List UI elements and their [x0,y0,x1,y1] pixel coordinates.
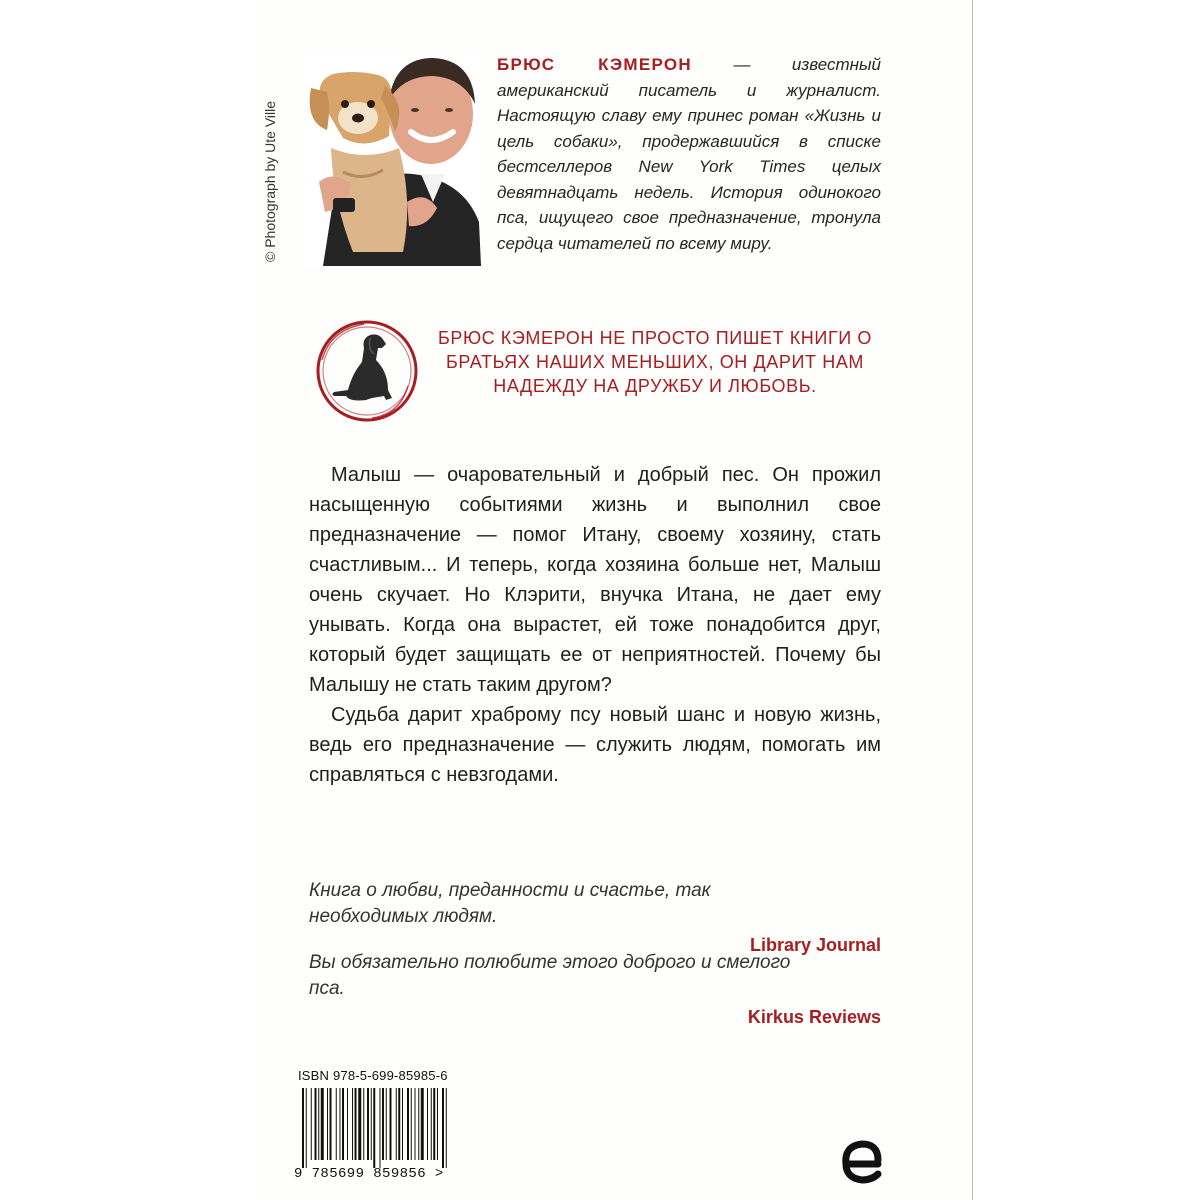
author-photo [303,52,481,266]
barcode-bar [411,1088,412,1160]
barcode-bar [446,1088,447,1168]
barcode-bar [367,1088,369,1160]
barcode-bar [390,1088,392,1160]
quote-text: Вы обязательно полюбите этого доброго и смелого пса. [309,952,791,999]
barcode-bar [371,1088,372,1160]
barcode-bar [321,1088,324,1160]
barcode-bar [347,1088,348,1160]
barcode-bar [363,1088,364,1160]
barcode-bar [302,1088,304,1168]
barcode-bar [427,1088,428,1160]
blurb-paragraph-1: Малыш — очаровательный и добрый пес. Он прожил насыщенную событиями жизнь и выполнил свое предназначение — помог Итану, своему хозяину, стать счастливым... И теперь, когда хозяина больше нет, Малыш очень скучает. Но Клэрити, внучка Итана, не дает ему унывать. Когда она вырастет, ей тоже понадобится друг, который будет защищать ее от неприятностей. Почему бы Малышу не стать таким другом? [309,464,881,696]
barcode-bar [311,1088,312,1160]
blurb-paragraph-2: Судьба дарит храброму псу новый шанс и новую жизнь, ведь его предназначение — служить людям, помогать им справляться с невзгодами. [309,704,881,786]
barcode-bars [294,1088,504,1168]
quote-source: Library Journal [749,935,881,955]
review-quote [309,950,881,1030]
barcode-bar [382,1088,384,1160]
barcode-bar [402,1088,403,1160]
barcode-bar [398,1088,400,1160]
barcode-bar [358,1088,361,1160]
publisher-e-logo [838,1138,884,1186]
tagline: БРЮС КЭМЕРОН НЕ ПРОСТО ПИШЕТ КНИГИ О БРАТЬЯХ НАШИХ МЕНЬШИХ, ОН ДАРИТ НАМ НАДЕЖДУ НА ДРУЖБУ И ЛЮБОВЬ. [437,328,873,396]
barcode-bar [342,1088,344,1160]
barcode-bar [327,1088,328,1160]
barcode-bar [352,1088,353,1160]
barcode-bar [442,1088,444,1168]
quote-text: Книга о любви, преданности и счастье, так необходимых людям. [309,880,711,927]
barcode-bar [415,1088,416,1160]
barcode-bar [373,1088,375,1168]
book-blurb [309,460,881,790]
barcode-bar [421,1088,424,1160]
author-bio [497,52,881,256]
isbn-label: ISBN 978-5-699-85985-6 [298,1068,448,1083]
sitting-dog-icon [312,316,422,426]
barcode-bar [306,1088,307,1168]
barcode-bar [396,1088,397,1160]
barcode-bar [431,1088,432,1160]
barcode-bar [437,1088,438,1160]
barcode-bar [418,1088,419,1160]
barcode-bar [355,1088,357,1160]
review-quote [309,878,881,958]
author-name: БРЮС КЭМЕРОН [497,55,692,74]
barcode-bar [318,1088,319,1160]
barcode-bar [407,1088,409,1160]
barcode-bar [315,1088,317,1160]
barcode-bar [330,1088,332,1160]
cover-edge [972,0,973,1200]
author-bio-text: — известный американский писатель и журналист. Настоящую славу ему принес роман «Жизнь и цель собаки», продержавшийся в списке бестселлеров New York Times целых девятнадцать недель. История одинокого пса, ищущего свое предназначение, тронула сердца читателей по всему миру. [497,55,882,253]
barcode-bar [386,1088,387,1160]
barcode-bar [380,1088,381,1168]
barcode-bar [340,1088,341,1160]
photo-credit: © Photograph by Ute Ville [262,100,278,262]
quote-source: Kirkus Reviews [747,1007,881,1027]
barcode-bar [336,1088,337,1160]
barcode-bar [433,1088,435,1160]
barcode [294,1068,510,1188]
barcode-digits: 9 785699 859856 > [294,1166,444,1182]
